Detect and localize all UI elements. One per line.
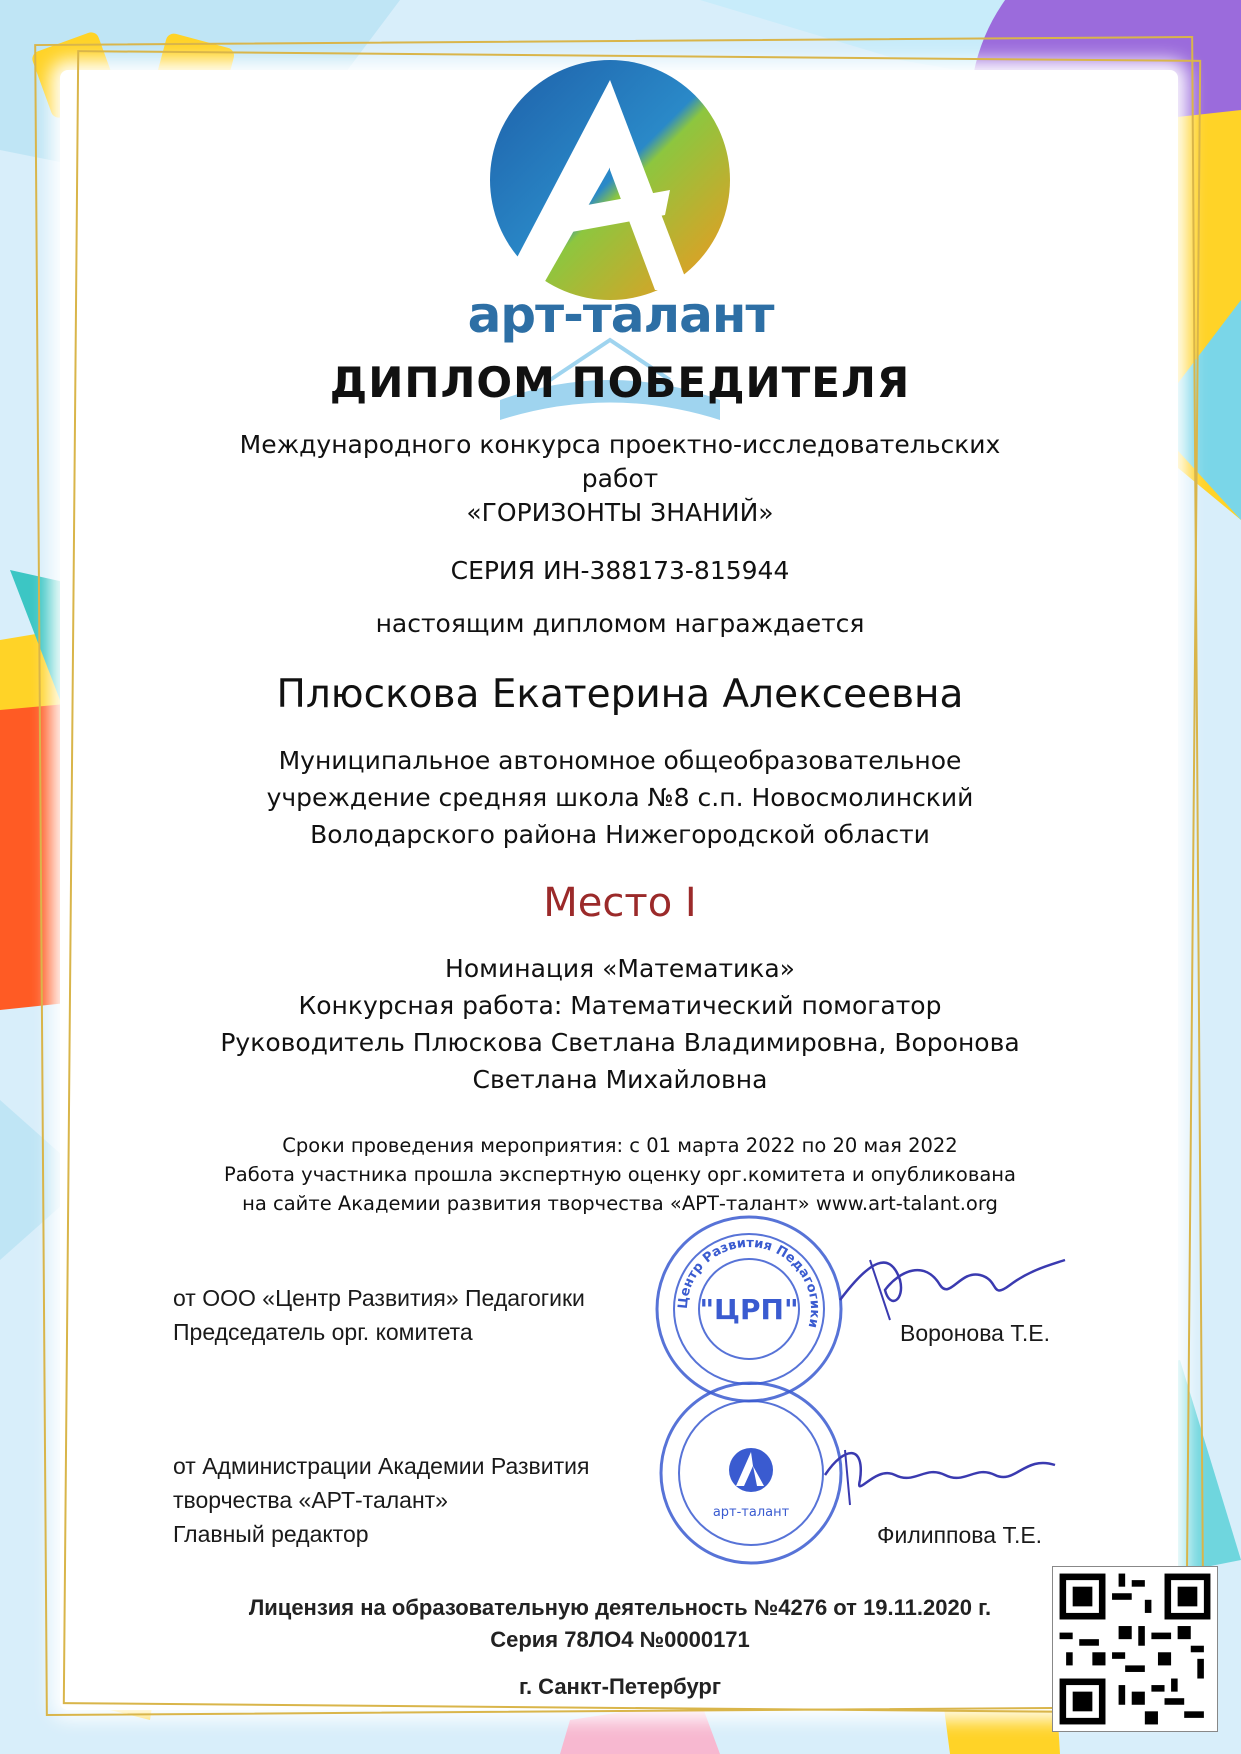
series-number: СЕРИЯ ИН-388173-815944 — [450, 556, 790, 585]
signer-name-1: Воронова Т.Е. — [900, 1320, 1050, 1346]
city: г. Санкт-Петербург — [518, 1674, 722, 1699]
event-info — [160, 1131, 1080, 1218]
event-dates: Сроки проведения мероприятия: с 01 марта 2022 по 20 мая 2022 — [282, 1134, 958, 1157]
org-line-1: Муниципальное автономное общеобразовательное — [278, 746, 962, 775]
sig2-line-1: от Администрации Академии Развития — [173, 1453, 590, 1479]
contest-description — [160, 428, 1080, 530]
sig1-line-2: Председатель орг. комитета — [173, 1319, 473, 1345]
stamp1-center-text: "ЦРП" — [699, 1293, 799, 1326]
diploma-title: ДИПЛОМ ПОБЕДИТЕЛЯ — [329, 358, 911, 407]
stamp1-ring-text: Центр Развития Педагогики — [675, 1235, 823, 1330]
org-line-2: учреждение средняя школа №8 с.п. Новосмолинский — [266, 783, 974, 812]
recipient-name: Плюскова Екатерина Алексеевна — [276, 672, 964, 717]
license-text: Лицензия на образовательную деятельность №4276 от 19.11.2020 г. — [248, 1595, 992, 1620]
leader-line-2: Светлана Михайловна — [472, 1065, 768, 1094]
stamp2-center-text: арт-талант — [712, 1505, 790, 1520]
contest-line-1: Международного конкурса проектно-исследовательских — [239, 430, 1001, 459]
sig1-line-1: от ООО «Центр Развития» Педагогики — [173, 1285, 585, 1311]
review-line-1: Работа участника прошла экспертную оценку орг.комитета и опубликована — [224, 1163, 1016, 1186]
license-series: Серия 78ЛО4 №0000171 — [490, 1627, 750, 1652]
leader-line-1: Руководитель Плюскова Светлана Владимировна, Воронова — [220, 1028, 1020, 1057]
sig2-line-2: творчества «АРТ-талант» — [173, 1487, 448, 1513]
signer-name-2: Филиппова Т.Е. — [877, 1522, 1043, 1548]
signature-block-1 — [173, 1281, 585, 1349]
place-award: Место I — [543, 880, 697, 926]
nomination: Номинация «Математика» — [445, 954, 795, 983]
nomination-block — [160, 950, 1080, 1098]
contest-line-2: работ — [581, 464, 659, 493]
contest-name: «ГОРИЗОНТЫ ЗНАНИЙ» — [466, 498, 774, 527]
sig2-line-3: Главный редактор — [173, 1521, 369, 1547]
signature-voronova — [830, 1240, 1070, 1330]
qr-code[interactable] — [1052, 1566, 1218, 1732]
work-title: Конкурсная работа: Математический помогатор — [298, 991, 942, 1020]
logo-wordmark: арт-талант — [467, 286, 774, 344]
review-line-2: на сайте Академии развития творчества «АРТ-талант» www.art-talant.org — [242, 1192, 998, 1215]
signature-filippova — [815, 1435, 1075, 1515]
organization — [160, 742, 1080, 853]
org-line-3: Володарского района Нижегородской области — [310, 820, 930, 849]
signature-block-2 — [173, 1449, 589, 1551]
awarded-text: настоящим дипломом награждается — [375, 609, 865, 638]
